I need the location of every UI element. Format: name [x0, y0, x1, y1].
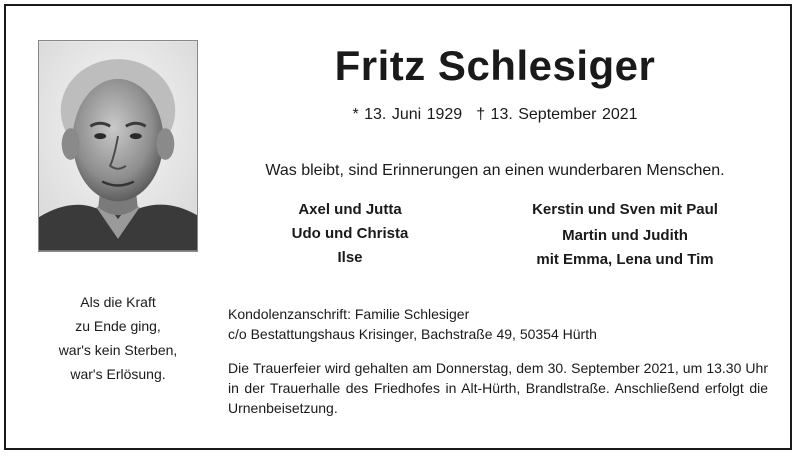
poem-line: Als die Kraft [80, 294, 156, 310]
mourner-line: Kerstin und Sven mit Paul [532, 201, 718, 218]
portrait-photo [38, 40, 198, 252]
address-line-2: c/o Bestattungshaus Krisinger, Bachstraße 49, 50354 Hürth [228, 326, 597, 342]
poem-line: war's kein Sterben, [58, 342, 178, 358]
mourner-line: Axel und Jutta [298, 201, 402, 218]
condolence-address [228, 304, 768, 344]
poem-line: war's Erlösung. [70, 366, 166, 382]
memorial-quote: Was bleibt, sind Erinnerungen an einen wunderbaren Menschen. [265, 162, 725, 179]
deceased-name: Fritz Schlesiger [334, 42, 656, 89]
life-dates [220, 104, 770, 126]
ceremony-info: Die Trauerfeier wird gehalten am Donnerstag, dem 30. September 2021, um 13.30 Uhr in der Trauerhalle des Friedhofes in Alt-Hürth, Brandlstraße. Anschließend erfolgt die Urnenbeisetzung. [228, 360, 768, 416]
poem [38, 290, 198, 386]
mourner-line: Udo und Christa [291, 225, 409, 242]
poem-line: zu Ende ging, [75, 318, 161, 334]
mourners-right [510, 198, 740, 272]
mourner-line: mit Emma, Lena und Tim [536, 251, 714, 268]
mourner-line: Ilse [337, 249, 363, 266]
address-line-1: Kondolenzanschrift: Familie Schlesiger [228, 306, 470, 322]
birth-date: * 13. Juni 1929 [352, 106, 463, 123]
mourner-line: Martin und Judith [562, 227, 688, 244]
mourners-left [270, 198, 430, 270]
death-date: † 13. September 2021 [476, 106, 638, 123]
